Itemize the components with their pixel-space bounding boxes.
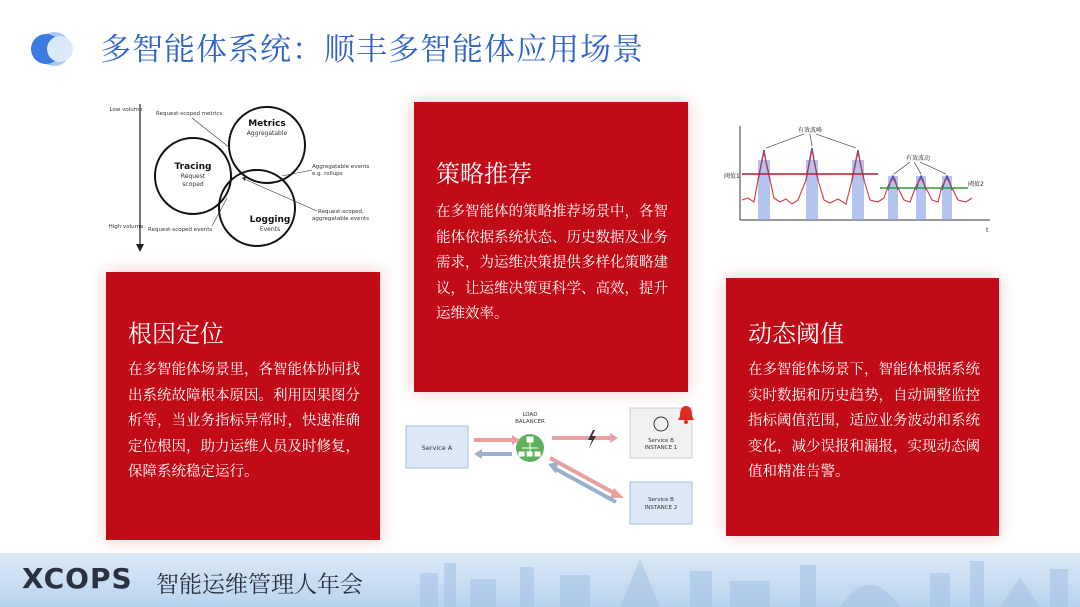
dynamic-threshold-body: 在多智能体场景下，智能体根据系统实时数据和历史趋势，自动调整监控指标阈值范围，适应业务波动和系统变化，减少误报和漏报，实现动态阈值和精准告警。 [748, 362, 980, 480]
load-balancer-diagram [404, 402, 700, 528]
tracing-sub2: scoped [182, 181, 204, 188]
tracing-sub1: Request [180, 173, 206, 180]
dynamic-threshold-figure [724, 120, 1000, 238]
brand-logo-text: XCOPS [22, 562, 133, 595]
arrow-instance2-to-lb [554, 468, 616, 502]
annotation-rollups: e.g. rollups [312, 171, 343, 177]
strategy-title: 策略推荐 [436, 160, 532, 188]
annotation-request-scoped-metrics: Request-scoped metrics [156, 111, 223, 117]
root-cause-title: 根因定位 [128, 320, 224, 348]
metrics-title: Metrics [248, 119, 286, 129]
instance2-label-2: INSTANCE 2 [644, 505, 678, 511]
strategy-card [414, 102, 688, 392]
root-cause-card [106, 272, 380, 540]
threshold-1-label: 阈值1 [724, 173, 740, 180]
effective-peak-label: 有效波峰 [798, 127, 823, 134]
annotation-request-scoped-agg-1: Request-scoped, [318, 209, 364, 215]
axis-high-label: High volume [108, 224, 144, 230]
strategy-body: 在多智能体的策略推荐场景中，各智能体依据系统状态、历史数据及业务需求，为运维决策提供多样化策略建议，让运维决策更科学、高效，提升运维效率。 [436, 204, 668, 322]
root-cause-body: 在多智能体场景里，各智能体协同找出系统故障根本原因。利用因果图分析等，当业务指标异常时，快速准确定位根因，助力运维人员及时修复，保障系统稳定运行。 [128, 362, 360, 480]
effective-wave-label: 有效波动 [906, 155, 931, 162]
annotation-aggregatable-events: Aggregatable events [312, 164, 370, 170]
metrics-sub: Aggregatable [246, 130, 288, 137]
dynamic-threshold-title: 动态阈值 [748, 320, 844, 348]
instance1-label-2: INSTANCE 1 [644, 445, 678, 451]
arrow-lb-to-instance2 [550, 458, 616, 494]
instance1-label-1: Service B [648, 438, 674, 444]
instance2-box [630, 482, 692, 524]
logging-title: Logging [249, 215, 291, 225]
annotation-request-scoped-events: Request-scoped events [148, 227, 213, 233]
tracing-title: Tracing [174, 162, 212, 172]
brand-subtitle: 智能运维管理人年会 [156, 572, 363, 598]
service-a-label: Service A [421, 444, 453, 452]
lb-label-2: BALANCER [515, 419, 545, 425]
page-title: 多智能体系统：顺丰多智能体应用场景 [100, 32, 644, 68]
dynamic-threshold-card [726, 278, 999, 536]
lb-label-1: LOAD [522, 412, 538, 418]
logo-icon [28, 30, 80, 68]
volume-axis-arrow [136, 244, 144, 252]
instance2-label-1: Service B [648, 497, 674, 503]
logging-sub: Events [259, 226, 281, 233]
observability-venn-diagram [108, 98, 380, 256]
wave-axis-t: t [986, 227, 989, 234]
threshold-2-label: 阈值2 [968, 181, 984, 188]
axis-low-label: Low volume [109, 107, 143, 113]
annotation-request-scoped-agg-2: aggregatable events [312, 216, 369, 222]
